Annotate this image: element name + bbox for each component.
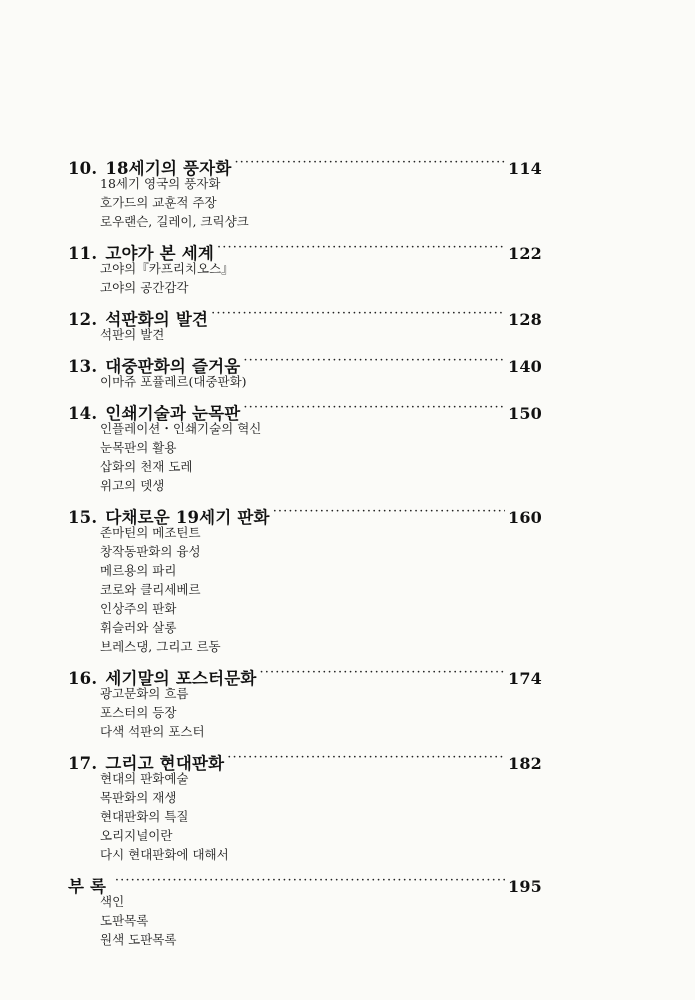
- subsection-item: 눈목판의 활용: [100, 440, 177, 455]
- dot-leader: [260, 662, 505, 684]
- chapter-number: 17.: [68, 754, 98, 773]
- subsection-item: 삽화의 천재 도레: [100, 459, 193, 474]
- chapter-title: 석판화의 발견: [105, 310, 209, 329]
- chapter-heading: [68, 152, 542, 178]
- toc-chapter: [68, 870, 542, 949]
- chapter-page-number: 122: [508, 244, 542, 263]
- dot-leader: [273, 501, 505, 523]
- subsection-item: 고야의『카프리치오스』: [100, 261, 234, 276]
- subsection-item: 휘슬러와 살롱: [100, 620, 177, 635]
- dot-leader: [211, 303, 505, 325]
- subsection-item: 색인: [100, 894, 125, 909]
- chapter-heading: [68, 303, 542, 329]
- chapter-title: 18세기의 풍자화: [105, 159, 232, 178]
- subsection-item: 인상주의 판화: [100, 601, 177, 616]
- subsection-item: 다색 석판의 포스터: [100, 724, 205, 739]
- subsection-item: 목판화의 재생: [100, 790, 177, 805]
- chapter-number: 15.: [68, 508, 98, 527]
- subsection-item: 도판목록: [100, 913, 149, 928]
- chapter-page-number: 174: [508, 669, 542, 688]
- chapter-number: 12.: [68, 310, 98, 329]
- chapter-title: 대중판화의 즐거움: [105, 357, 241, 376]
- subsection-list: [100, 174, 542, 231]
- subsection-item: 이마쥬 포퓰레르(대중판화): [100, 374, 247, 389]
- chapter-heading: [68, 662, 542, 688]
- subsection-item: 메르용의 파리: [100, 563, 177, 578]
- chapter-page-number: 150: [508, 404, 542, 423]
- dot-leader: [227, 747, 505, 769]
- chapter-title: 부록: [68, 877, 112, 896]
- chapter-number: 10.: [68, 159, 98, 178]
- subsection-list: [100, 684, 542, 741]
- chapter-page-number: 140: [508, 357, 542, 376]
- subsection-list: [100, 523, 542, 656]
- chapter-number: 14.: [68, 404, 98, 423]
- subsection-list: [100, 419, 542, 495]
- chapter-heading: [68, 350, 542, 376]
- subsection-item: 원색 도판목록: [100, 932, 177, 947]
- dot-leader: [115, 870, 505, 892]
- subsection-item: 호가드의 교훈적 주장: [100, 195, 217, 210]
- dot-leader: [234, 152, 505, 174]
- toc-chapter: [68, 152, 542, 231]
- chapter-heading: [68, 501, 542, 527]
- chapter-page-number: 128: [508, 310, 542, 329]
- dot-leader: [217, 237, 505, 259]
- chapter-title: 인쇄기술과 눈목판: [105, 404, 241, 423]
- subsection-item: 현대판화의 특질: [100, 809, 189, 824]
- chapter-title: 그리고 현대판화: [105, 754, 225, 773]
- chapter-title: 다채로운 19세기 판화: [105, 508, 270, 527]
- subsection-list: [100, 769, 542, 864]
- subsection-item: 창작동판화의 융성: [100, 544, 201, 559]
- toc-chapter: [68, 501, 542, 656]
- dot-leader: [243, 397, 505, 419]
- subsection-list: [100, 259, 542, 297]
- chapter-title: 세기말의 포스터문화: [105, 669, 257, 688]
- toc-chapter: [68, 397, 542, 495]
- chapter-page-number: 160: [508, 508, 542, 527]
- subsection-list: [100, 372, 542, 391]
- subsection-item: 존마틴의 메조틴트: [100, 525, 201, 540]
- toc-chapter: [68, 662, 542, 741]
- dot-leader: [243, 350, 505, 372]
- subsection-item: 코로와 클리세베르: [100, 582, 201, 597]
- chapter-number: 11.: [68, 244, 98, 263]
- subsection-list: [100, 892, 542, 949]
- subsection-item: 석판의 발견: [100, 327, 165, 342]
- chapter-heading: [68, 870, 542, 896]
- chapter-heading: [68, 747, 542, 773]
- chapter-number: 13.: [68, 357, 98, 376]
- subsection-item: 고야의 공간감각: [100, 280, 189, 295]
- subsection-item: 위고의 뎃생: [100, 478, 165, 493]
- table-of-contents: [68, 152, 542, 955]
- subsection-item: 18세기 영국의 풍자화: [100, 176, 221, 191]
- chapter-heading: [68, 237, 542, 263]
- chapter-number: 16.: [68, 669, 98, 688]
- subsection-item: 포스터의 등장: [100, 705, 177, 720]
- subsection-item: 로우랜슨, 길레이, 크릭샹크: [100, 214, 249, 229]
- subsection-item: 오리지널이란: [100, 828, 173, 843]
- chapter-page-number: 182: [508, 754, 542, 773]
- subsection-item: 브레스댕, 그리고 르동: [100, 639, 221, 654]
- subsection-item: 현대의 판화예술: [100, 771, 189, 786]
- chapter-title: 고야가 본 세계: [105, 244, 215, 263]
- chapter-heading: [68, 397, 542, 423]
- chapter-page-number: 195: [508, 877, 542, 896]
- subsection-item: 광고문화의 흐름: [100, 686, 189, 701]
- toc-chapter: [68, 237, 542, 297]
- chapter-page-number: 114: [508, 159, 542, 178]
- toc-chapter: [68, 747, 542, 864]
- subsection-item: 다시 현대판화에 대해서: [100, 847, 229, 862]
- subsection-item: 인플레이션・인쇄기술의 혁신: [100, 421, 262, 436]
- toc-chapter: [68, 303, 542, 344]
- toc-chapter: [68, 350, 542, 391]
